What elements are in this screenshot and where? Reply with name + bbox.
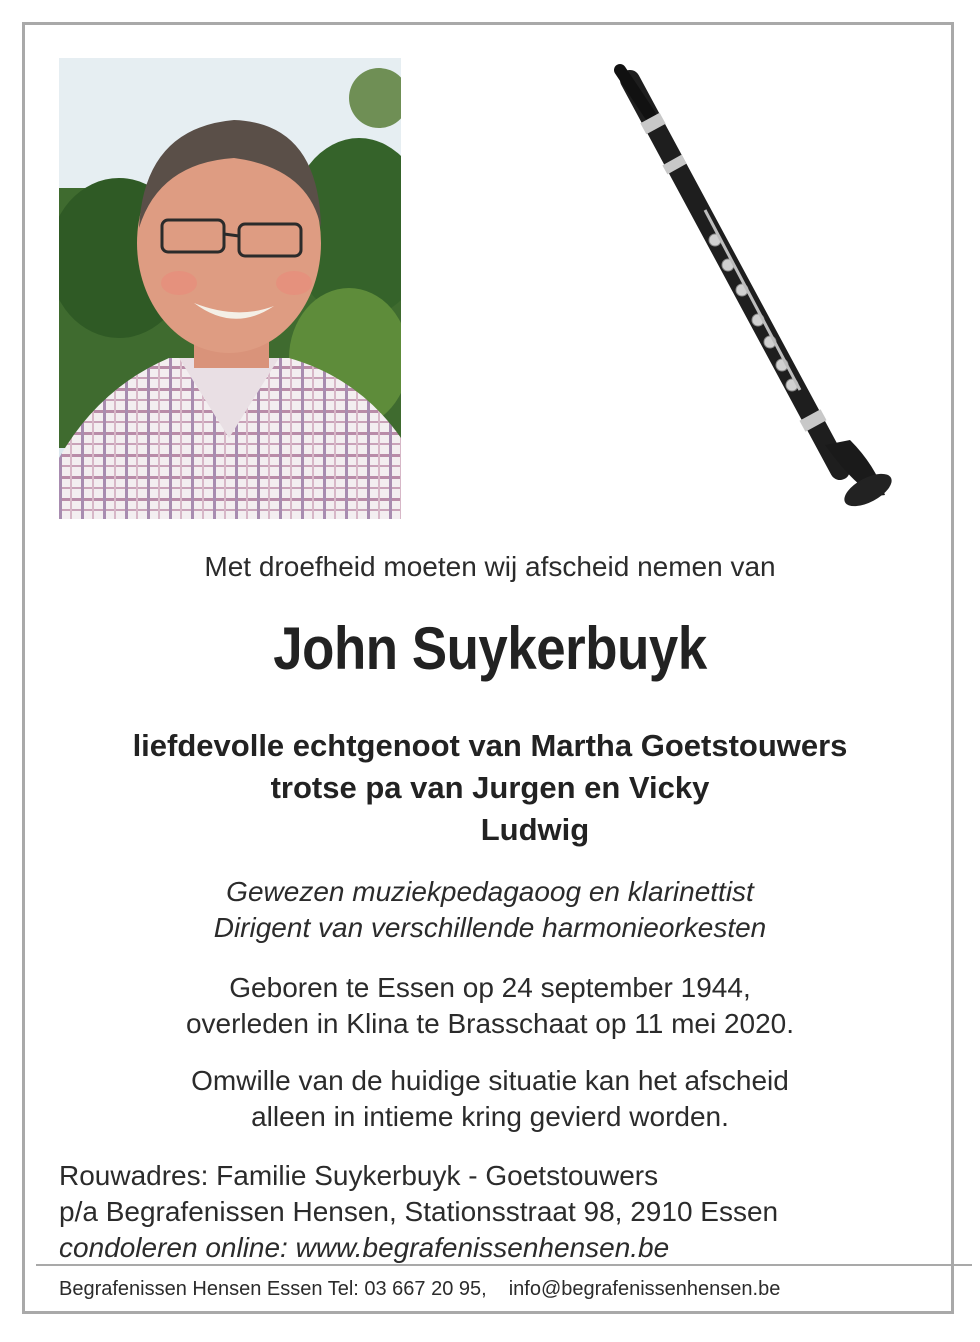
funeral-home-address: p/a Begrafenissen Hensen, Stationsstraat 98, 2910 Essen — [59, 1196, 779, 1227]
birth-line: Geboren te Essen op 24 september 1944, — [229, 972, 751, 1003]
condolence-link[interactable]: condoleren online: www.begrafenissenhensen.be — [59, 1232, 670, 1263]
footer — [59, 1278, 780, 1301]
relation-child-extra: Ludwig — [480, 812, 590, 847]
relation-children: trotse pa van Jurgen en Vicky — [270, 770, 710, 805]
relation-spouse: liefdevolle echtgenoot van Martha Goetstouwers — [132, 728, 848, 763]
death-line: overleden in Klina te Brasschaat op 11 mei 2020. — [185, 1008, 795, 1039]
mourning-address: Rouwadres: Familie Suykerbuyk - Goetstouwers — [59, 1160, 659, 1191]
profession-line-2: Dirigent van verschillende harmonieorkesten — [213, 912, 767, 943]
portrait-photo — [59, 58, 401, 519]
situation-line-2: alleen in intieme kring gevierd worden. — [251, 1101, 729, 1132]
footer-email[interactable]: info@begrafenissenhensen.be — [508, 1278, 781, 1300]
intro-text: Met droefheid moeten wij afscheid nemen van — [204, 551, 776, 582]
deceased-name: John Suykerbuyk — [273, 615, 707, 682]
clarinet-illustration — [600, 60, 900, 520]
footer-divider — [36, 1264, 972, 1266]
profession-line-1: Gewezen muziekpedagaoog en klarinettist — [226, 876, 754, 907]
situation-line-1: Omwille van de huidige situatie kan het afscheid — [191, 1065, 789, 1096]
footer-company: Begrafenissen Hensen Essen Tel: 03 667 20 95, — [59, 1278, 487, 1300]
